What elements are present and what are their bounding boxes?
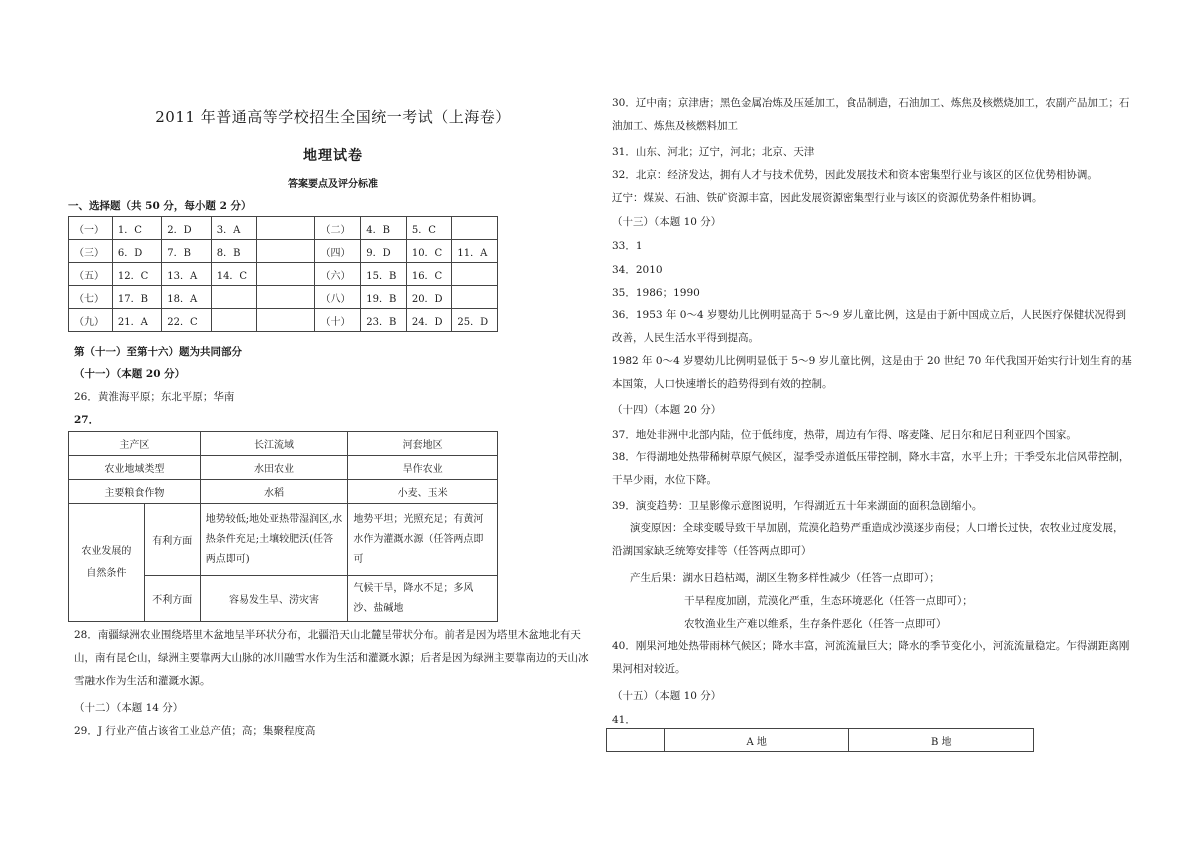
t27-conditions-label: 农业发展的自然条件 xyxy=(69,504,145,622)
answer-key-heading: 答案要点及评分标准 xyxy=(288,179,378,190)
q33-answer: 33．1 xyxy=(612,240,643,252)
answer-cell: 1．C xyxy=(112,217,161,240)
t27-unfavorable-b: 气候干旱，降水不足；多风沙、盐碱地 xyxy=(348,576,498,622)
answer-cell: （三） xyxy=(69,240,113,263)
section-12-heading: （十二）（本题 14 分） xyxy=(74,702,184,714)
answer-table xyxy=(68,216,498,332)
answer-cell: 12．C xyxy=(112,263,161,286)
q37-answer: 37．地处非洲中北部内陆，位于低纬度，热带，周边有乍得、喀麦隆、尼日尔和尼日利亚四个国家。 xyxy=(612,429,1077,441)
answer-cell: 17．B xyxy=(112,286,161,309)
q31-answer: 31．山东、河北；辽宁，河北；北京、天津 xyxy=(612,146,815,158)
section-choice-heading: 一、选择题（共 50 分，每小题 2 分） xyxy=(68,200,252,212)
answer-cell: 11．A xyxy=(452,240,498,263)
q38-answer: 38．乍得湖地处热带稀树草原气候区，湿季受赤道低压带控制，降水丰富，水平上升；干季受东北信风带控制，干旱少雨，水位下降。 xyxy=(612,451,1130,486)
answer-cell: （二） xyxy=(315,217,361,240)
answer-cell xyxy=(257,286,315,309)
t41-header-b: B 地 xyxy=(849,729,1034,752)
q41-label: 41． xyxy=(612,714,636,726)
section-11-heading: （十一）（本题 20 分） xyxy=(74,368,186,380)
q40-answer: 40．刚果河地处热带雨林气候区；降水丰富，河流流量巨大；降水的季节变化小，河流流量稳定。乍得湖距离刚果河相对较近。 xyxy=(612,640,1130,675)
answer-cell: 4．B xyxy=(361,217,407,240)
q36-answer-1953: 36．1953 年 0～4 岁婴幼儿比例明显高于 5～9 岁儿童比例，这是由于新中国成立后，人民医疗保健状况得到改善，人民生活水平得到提高。 xyxy=(612,309,1126,344)
t27-favorable-a: 地势较低;地处亚热带湿润区,水热条件充足;土壤较肥沃(任答两点即可) xyxy=(200,504,348,576)
answer-cell xyxy=(452,286,498,309)
t27-cell: 长江流域 xyxy=(200,432,348,456)
answer-cell: 23．B xyxy=(361,309,407,332)
answer-cell: 21．A xyxy=(112,309,161,332)
answer-cell xyxy=(452,217,498,240)
q39-causes: 演变原因：全球变暖导致干旱加剧，荒漠化趋势严重造成沙漠逐步南侵；人口增长过快，农牧业过度发展，沿湖国家缺乏统筹安排等（任答两点即可） xyxy=(612,522,1124,557)
answer-cell: 10．C xyxy=(406,240,452,263)
answer-cell xyxy=(257,240,315,263)
t27-unfavorable-a: 容易发生旱、涝灾害 xyxy=(200,576,348,622)
answer-cell: （七） xyxy=(69,286,113,309)
q39-consequence-3: 农牧渔业生产难以维系，生存条件恶化（任答一点即可） xyxy=(684,618,947,630)
t27-cell: 农业地域类型 xyxy=(69,456,201,480)
q32-answer-liaoning: 辽宁：煤炭、石油、铁矿资源丰富，因此发展资源密集型行业与该区的资源优势条件相协调。 xyxy=(612,192,1043,204)
answer-cell: 19．B xyxy=(361,286,407,309)
answer-row xyxy=(69,263,498,286)
answer-cell: 13．A xyxy=(162,263,211,286)
t27-cell: 河套地区 xyxy=(348,432,498,456)
q29-answer: 29．J 行业产值占该省工业总产值；高；集聚程度高 xyxy=(74,725,316,737)
answer-cell: 25．D xyxy=(452,309,498,332)
q32-answer-beijing: 32．北京：经济发达，拥有人才与技术优势，因此发展技术和资本密集型行业与该区的区位优势相协调。 xyxy=(612,169,1098,181)
q34-answer: 34．2010 xyxy=(612,264,663,276)
answer-cell xyxy=(257,263,315,286)
answer-row xyxy=(69,240,498,263)
t27-cell: 小麦、玉米 xyxy=(348,480,498,504)
answer-cell: 8．B xyxy=(211,240,257,263)
q28-answer: 28．南疆绿洲农业围绕塔里木盆地呈半环状分布，北疆沿天山北麓呈带状分布。前者是因为塔里木盆地北有天山，南有昆仑山，绿洲主要靠两大山脉的冰川融雪水作为生活和灌溉水源；后者是因为绿洲主要靠南边的天山冰雪融水作为生活和灌溉水源。 xyxy=(74,629,589,687)
t27-favorable-b: 地势平坦；光照充足；有黄河水作为灌溉水源（任答两点即可 xyxy=(348,504,498,576)
answer-cell: （九） xyxy=(69,309,113,332)
q39-consequence-1: 产生后果：湖水日趋枯竭，湖区生物多样性减少（任答一点即可）； xyxy=(630,572,940,584)
section-15-heading: （十五）（本题 10 分） xyxy=(612,690,722,702)
answer-cell: 16．C xyxy=(406,263,452,286)
document-title: 2011 年普通高等学校招生全国统一考试（上海卷） xyxy=(155,108,511,126)
q39-trend: 39．演变趋势：卫星影像示意图说明，乍得湖近五十年来湖面的面积急剧缩小。 xyxy=(612,500,983,512)
answer-cell: （六） xyxy=(315,263,361,286)
answer-cell xyxy=(257,217,315,240)
answer-cell: 7．B xyxy=(162,240,211,263)
answer-cell: （一） xyxy=(69,217,113,240)
q41-table xyxy=(606,728,1034,752)
answer-cell: 14．C xyxy=(211,263,257,286)
q36-answer-1982: 1982 年 0～4 岁婴幼儿比例明显低于 5～9 岁儿童比例，这是由于 20 世纪 70 年代我国开始实行计划生育的基本国策，人口快速增长的趋势得到有效的控制。 xyxy=(612,355,1132,390)
section-13-heading: （十三）（本题 10 分） xyxy=(612,216,722,228)
answer-cell xyxy=(452,263,498,286)
q26-answer: 26．黄淮海平原；东北平原；华南 xyxy=(74,391,235,403)
q27-label: 27． xyxy=(74,414,100,426)
document-subtitle: 地理试卷 xyxy=(303,148,363,164)
t27-favorable-label: 有利方面 xyxy=(144,504,200,576)
answer-cell xyxy=(257,309,315,332)
answer-cell: 9．D xyxy=(361,240,407,263)
t27-cell: 水田农业 xyxy=(200,456,348,480)
q39-consequence-2: 干旱程度加剧，荒漠化严重，生态环境恶化（任答一点即可）； xyxy=(684,595,973,607)
answer-row xyxy=(69,286,498,309)
answer-row xyxy=(69,309,498,332)
t41-header-a: A 地 xyxy=(664,729,849,752)
answer-cell: （五） xyxy=(69,263,113,286)
answer-cell: 20．D xyxy=(406,286,452,309)
answer-cell: （十） xyxy=(315,309,361,332)
answer-cell: 3．A xyxy=(211,217,257,240)
answer-cell: 18．A xyxy=(162,286,211,309)
answer-cell: （八） xyxy=(315,286,361,309)
answer-cell: 15．B xyxy=(361,263,407,286)
answer-row xyxy=(69,217,498,240)
q35-answer: 35．1986；1990 xyxy=(612,287,700,299)
answer-cell: 22．C xyxy=(162,309,211,332)
answer-cell: 5．C xyxy=(406,217,452,240)
t27-cell: 水稻 xyxy=(200,480,348,504)
t27-header-region: 主产区 xyxy=(69,432,201,456)
common-part-heading: 第（十一）至第十六）题为共同部分 xyxy=(74,346,242,358)
answer-cell: 24．D xyxy=(406,309,452,332)
t27-unfavorable-label: 不利方面 xyxy=(144,576,200,622)
section-14-heading: （十四）（本题 20 分） xyxy=(612,404,722,416)
t27-cell: 主要粮食作物 xyxy=(69,480,201,504)
answer-cell: （四） xyxy=(315,240,361,263)
t41-cell xyxy=(607,729,665,752)
q27-table xyxy=(68,431,498,622)
t27-cell: 旱作农业 xyxy=(348,456,498,480)
q30-answer: 30．辽中南；京津唐；黑色金属冶炼及压延加工，食品制造，石油加工、炼焦及核燃烧加工，农副产品加工；石油加工、炼焦及核燃料加工 xyxy=(612,97,1130,132)
answer-cell: 2．D xyxy=(162,217,211,240)
answer-cell: 6．D xyxy=(112,240,161,263)
answer-cell xyxy=(211,286,257,309)
answer-cell xyxy=(211,309,257,332)
